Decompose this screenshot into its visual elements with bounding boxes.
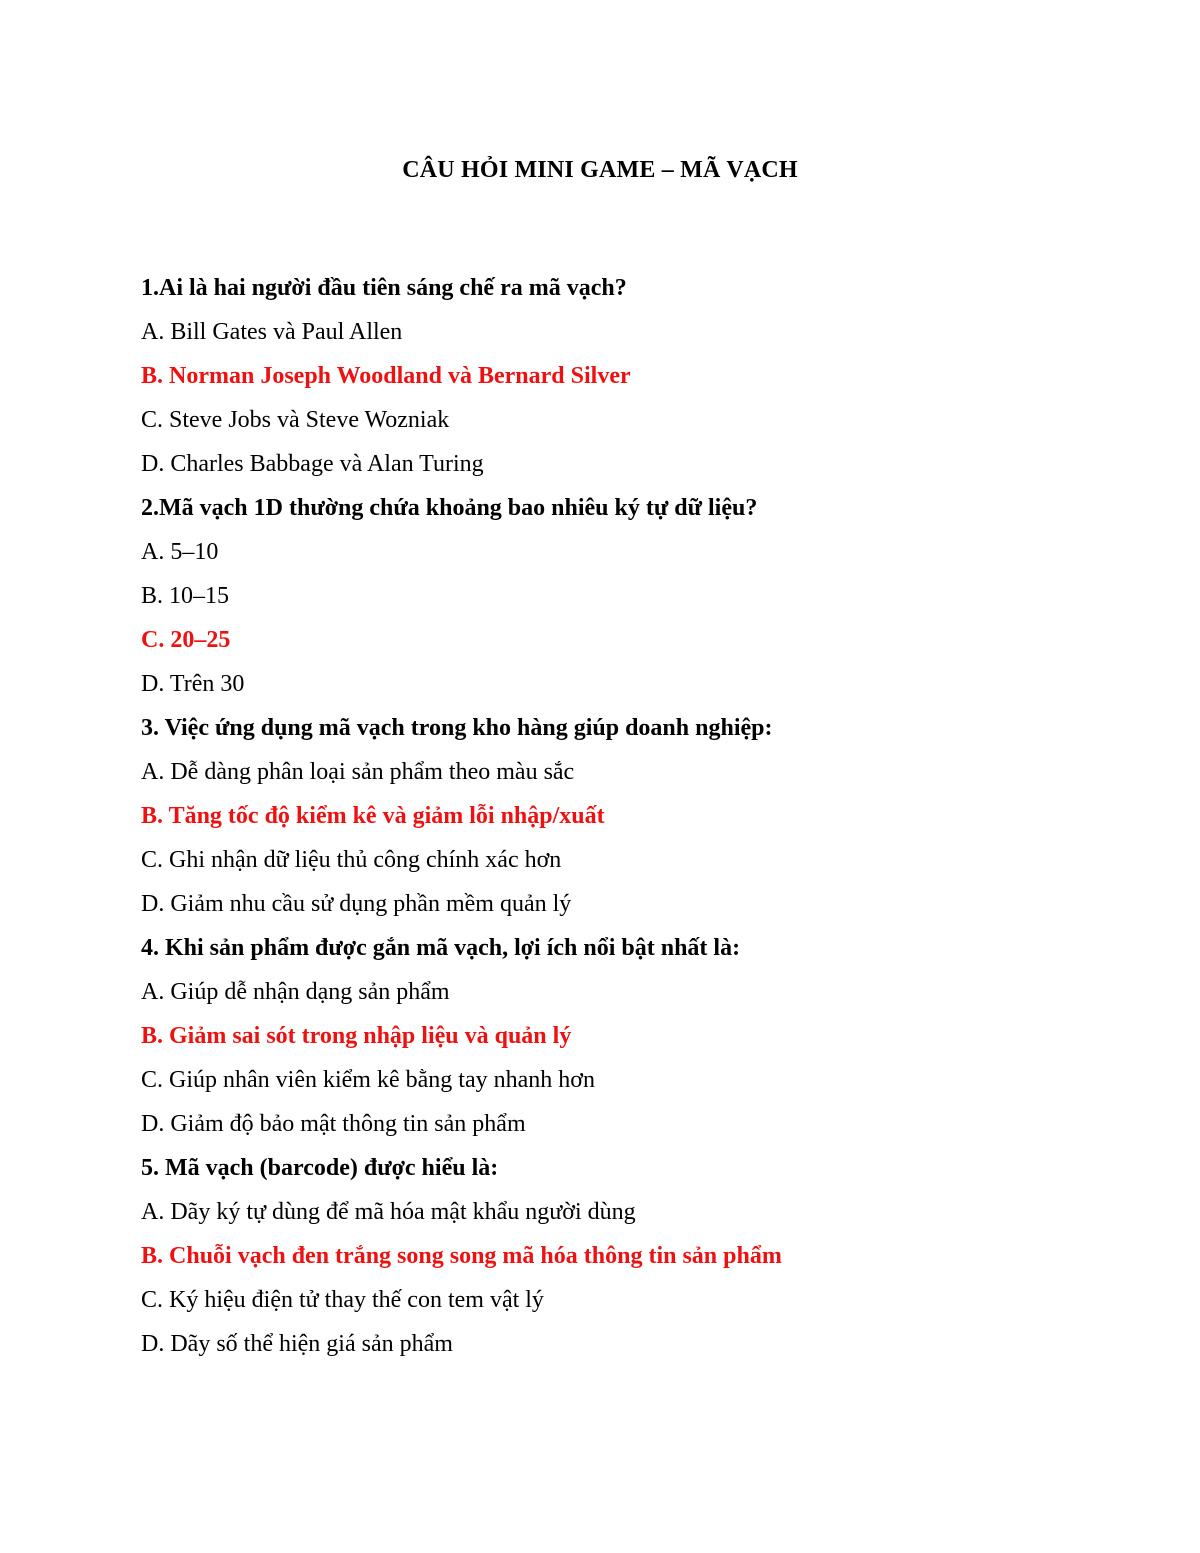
- document-title: CÂU HỎI MINI GAME – MÃ VẠCH: [402, 157, 798, 183]
- option-d: D. Giảm độ bảo mật thông tin sản phẩm: [141, 1111, 526, 1137]
- question-2: [141, 492, 1121, 700]
- option-c: C. Ký hiệu điện tử thay thế con tem vật lý: [141, 1287, 544, 1313]
- option-a: A. Bill Gates và Paul Allen: [141, 319, 403, 345]
- option-a: A. Dãy ký tự dùng để mã hóa mật khẩu người dùng: [141, 1199, 636, 1225]
- option-b-correct-answer: B. Tăng tốc độ kiểm kê và giảm lỗi nhập/xuất: [141, 803, 605, 829]
- option-d: D. Dãy số thể hiện giá sản phẩm: [141, 1331, 453, 1357]
- question-text: 1.Ai là hai người đầu tiên sáng chế ra mã vạch?: [141, 275, 627, 301]
- option-d: D. Giảm nhu cầu sử dụng phần mềm quản lý: [141, 891, 572, 917]
- question-list: [141, 272, 1121, 1372]
- option-c: C. Ghi nhận dữ liệu thủ công chính xác hơn: [141, 847, 562, 873]
- option-c-correct-answer: C. 20–25: [141, 627, 231, 653]
- question-text: 2.Mã vạch 1D thường chứa khoảng bao nhiêu ký tự dữ liệu?: [141, 495, 758, 521]
- question-text: 4. Khi sản phẩm được gắn mã vạch, lợi ích nổi bật nhất là:: [141, 935, 741, 961]
- question-5: [141, 1152, 1121, 1360]
- option-a: A. Giúp dễ nhận dạng sản phẩm: [141, 979, 450, 1005]
- option-a: A. 5–10: [141, 539, 219, 565]
- question-1: [141, 272, 1121, 480]
- option-c: C. Giúp nhân viên kiểm kê bằng tay nhanh hơn: [141, 1067, 595, 1093]
- question-text: 5. Mã vạch (barcode) được hiểu là:: [141, 1155, 499, 1181]
- question-4: [141, 932, 1121, 1140]
- option-b-correct-answer: B. Giảm sai sót trong nhập liệu và quản lý: [141, 1023, 572, 1049]
- question-text: 3. Việc ứng dụng mã vạch trong kho hàng giúp doanh nghiệp:: [141, 715, 773, 741]
- option-a: A. Dễ dàng phân loại sản phẩm theo màu sắc: [141, 759, 575, 785]
- option-b-correct-answer: B. Chuỗi vạch đen trắng song song mã hóa thông tin sản phẩm: [141, 1243, 782, 1269]
- option-d: D. Trên 30: [141, 671, 245, 697]
- option-d: D. Charles Babbage và Alan Turing: [141, 451, 484, 477]
- question-3: [141, 712, 1121, 920]
- option-b-correct-answer: B. Norman Joseph Woodland và Bernard Silver: [141, 363, 631, 389]
- option-b: B. 10–15: [141, 583, 230, 609]
- option-c: C. Steve Jobs và Steve Wozniak: [141, 407, 450, 433]
